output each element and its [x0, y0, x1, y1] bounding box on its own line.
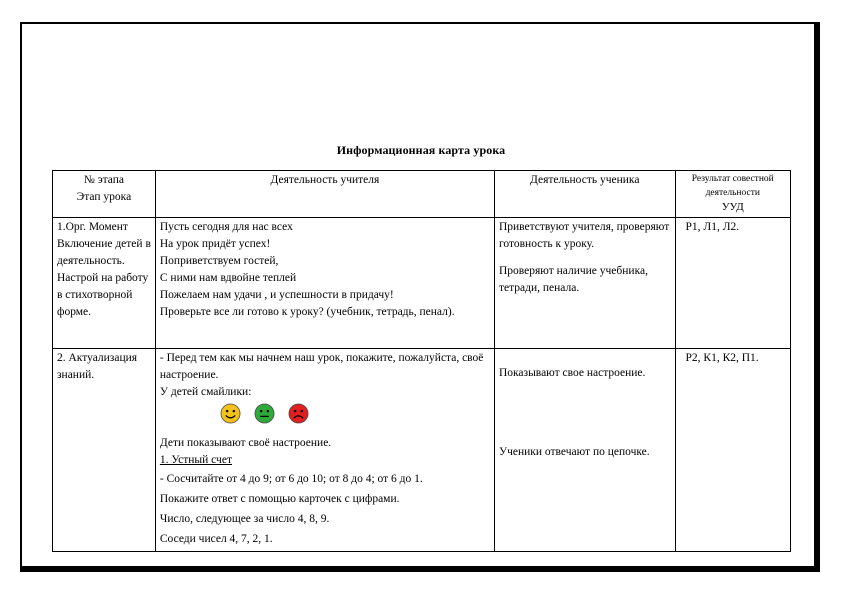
row1-teacher-line: Пусть сегодня для нас всех: [159, 221, 293, 233]
table-header-row: [53, 171, 791, 218]
row1-teacher-line: Поприветствуем гостей,: [159, 255, 279, 267]
row2-teacher-line: - Сосчитайте от 4 до 9; от 6 до 10; от 8 до 4; от 6 до 1.: [159, 473, 423, 485]
row1-teacher-line: Проверьте все ли готово к уроку? (учебник, тетрадь, пенал).: [159, 306, 455, 318]
table-row: [53, 218, 791, 349]
row1-teacher-line: На урок придёт успех!: [159, 238, 271, 250]
row2-student-line: Ученики отвечают по цепочке.: [498, 446, 650, 458]
header-result-line2: деятельности: [705, 188, 760, 198]
header-student: Деятельность ученика: [494, 171, 675, 218]
header-stage: [53, 171, 156, 218]
row1-result: Р1, Л1, Л2.: [675, 218, 790, 349]
header-stage-line2: Этап урока: [76, 191, 132, 203]
row2-teacher-line: Покажите ответ с помощью карточек с цифрами.: [159, 493, 400, 505]
row2-student-line: Показывают свое настроение.: [498, 367, 646, 379]
row2-teacher-line: У детей смайлики:: [159, 386, 252, 398]
row1-teacher-line: С ними нам вдвойне теплей: [159, 272, 297, 284]
row2-teacher-line: - Перед тем как мы начнем наш урок, покажите, пожалуйста, своё настроение.: [159, 352, 484, 381]
header-teacher: Деятельность учителя: [155, 171, 494, 218]
row1-student-line: Приветствуют учителя, проверяют готовность к уроку.: [498, 221, 670, 250]
header-result-line3: УУД: [721, 201, 744, 213]
smileys-group: [160, 401, 490, 435]
row1-teacher-line: Пожелаем нам удачи , и успешности в придачу!: [159, 289, 394, 301]
header-result: [675, 171, 790, 218]
document-title: Информационная карта урока: [336, 143, 506, 157]
smiley-red-icon: [288, 403, 309, 424]
row2-result: Р2, К1, К2, П1.: [675, 349, 790, 552]
lesson-info-table: [52, 170, 791, 552]
oral-count-heading: 1. Устный счет: [159, 454, 232, 466]
row2-teacher: [155, 349, 494, 552]
smiley-yellow-icon: [220, 403, 241, 424]
row2-teacher-line: Дети показывают своё настроение.: [159, 437, 332, 449]
header-stage-line1: № этапа: [83, 174, 125, 186]
row1-teacher: [155, 218, 494, 349]
table-row: [53, 349, 791, 552]
smiley-green-icon: [254, 403, 275, 424]
row1-student-line: Проверяют наличие учебника, тетради, пенала.: [498, 265, 648, 294]
row1-stage: 1.Орг. Момент Включение детей в деятельность. Настрой на работу в стихотворной форме.: [53, 218, 156, 349]
row1-student: [494, 218, 675, 349]
row2-stage: 2. Актуализация знаний.: [53, 349, 156, 552]
header-result-line1: Результат совестной: [691, 174, 774, 184]
row2-teacher-line: Соседи чисел 4, 7, 2, 1.: [159, 533, 273, 545]
row2-teacher-line: Число, следующее за число 4, 8, 9.: [159, 513, 330, 525]
row2-student: [494, 349, 675, 552]
